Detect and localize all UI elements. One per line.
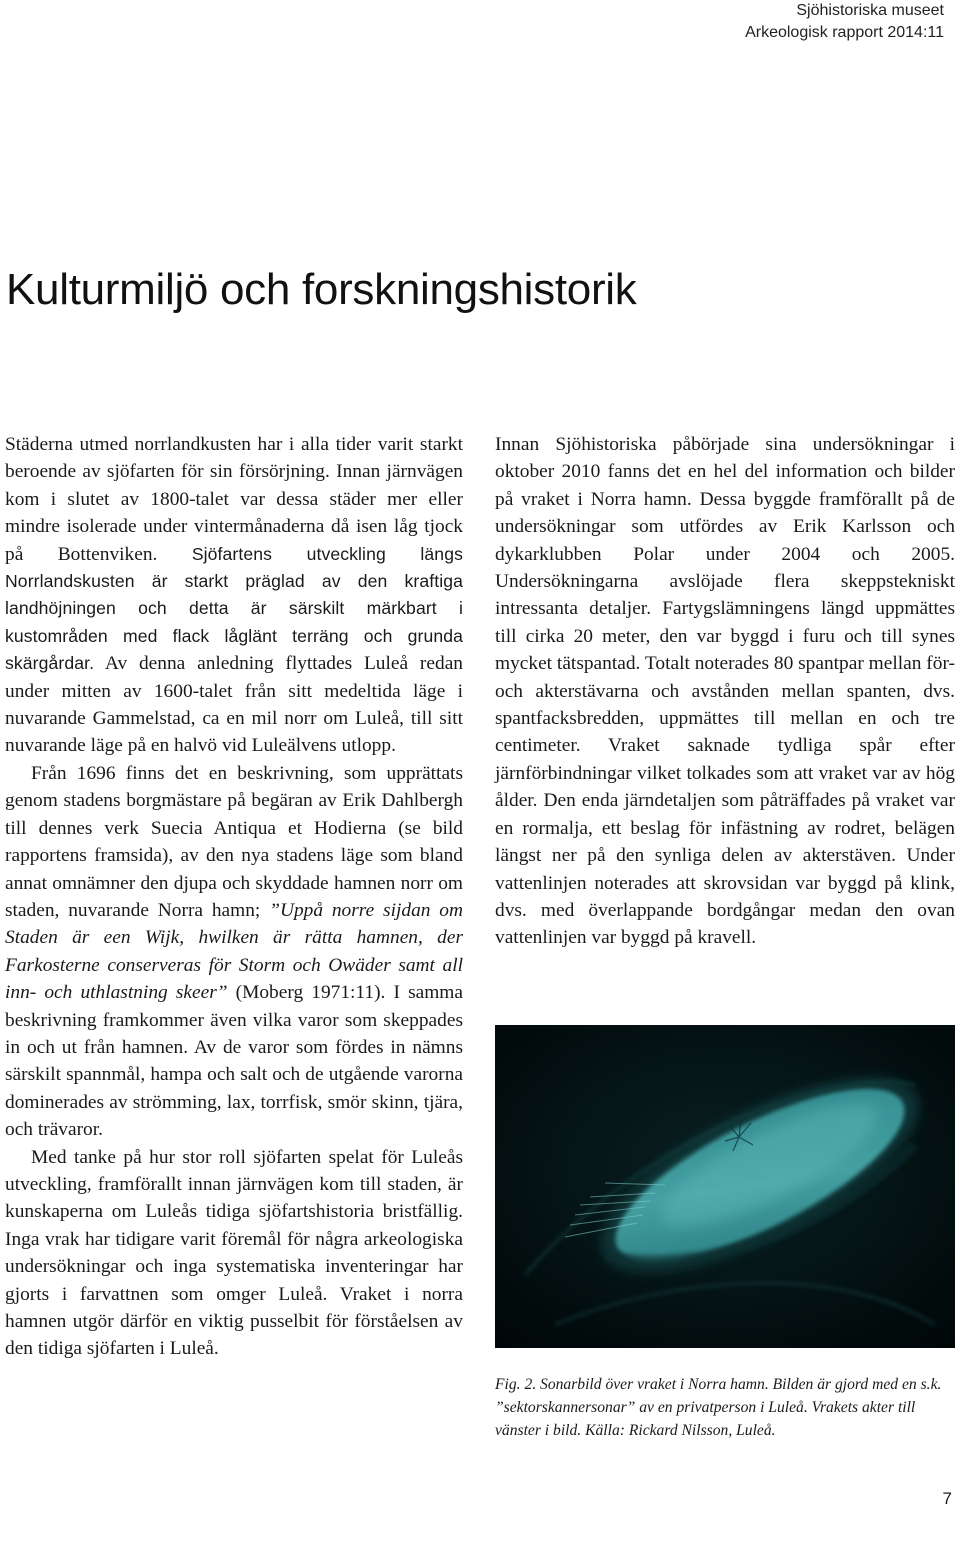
page-header [745,0,944,44]
sonar-wreck-graphic [495,1025,955,1348]
page-title: Kulturmiljö och forskningshistorik [6,265,637,314]
paragraph-1-end: Av denna anledning flyttades Luleå redan under mitten av 1600-talet från sitt medeltida läge i nuvarande Gammelstad, ca en mil norr om Luleå, till sitt nuvarande läge på en halvö vid Luleälvens utlopp. [5,653,463,757]
left-column [5,431,463,1363]
page-number: 7 [942,1489,952,1508]
museum-name: Sjöhistoriska museet [796,2,944,19]
paragraph-2-end: (Moberg 1971:11). I samma beskrivning framkommer även vilka varor som skeppades in och ut från hamnen. Av de varor som fördes in nämns särskilt spannmål, hampa och salt och de utgående varorna dominerades av strömming, lax, torrfisk, smör skinn, tjära, och trävaror. [5,982,463,1141]
paragraph-1-sans: Sjöfartens utveckling längs Norrlandskusten är starkt präglad av den kraftiga landhöjningen och detta är särskilt märkbart i kustområden med flack låglänt terräng och grunda skärgårdar. [5,543,463,674]
paragraph-2 [5,760,463,1144]
paragraph-3: Med tanke på hur stor roll sjöfarten spelat för Luleås utveckling, framförallt innan järnvägen kom till staden, är kunskaperna om Luleås tidiga sjöfartshistoria bristfällig. Inga vrak har tidigare varit föremål för några arkeologiska undersökningar och inga systematiska inventeringar har gjorts i farvattnen som omger Luleå. Vraket i norra hamnen utgör därför en viktig pusselbit för förståelsen av den tidiga sjöfarten i Luleå. [5,1146,463,1360]
figure-caption: Fig. 2. Sonarbild över vraket i Norra hamn. Bilden är gjord med en s.k. ”sektorskannersonar” av en privatperson i Luleå. Vrakets akter till vänster i bild. Källa: Rickard Nilsson, Luleå. [495,1376,942,1439]
right-column [495,431,955,952]
sonar-image [495,1025,955,1348]
paragraph-1 [5,431,463,760]
paragraph-1-intro: Städerna utmed norrlandkusten har i alla tider varit starkt beroende av sjöfarten för sin försörjning. Innan järnvägen kom i slutet av 1800-talet var dessa städer mer eller mindre isolerade under vintermånaderna då isen låg tjock på Bottenviken. [5,434,463,565]
report-id: Arkeologisk rapport 2014:11 [745,24,944,41]
right-paragraph: Innan Sjöhistoriska påbörjade sina undersökningar i oktober 2010 fanns det en hel del information och bilder på vraket i Norra hamn. Dessa byggde framförallt på de undersökningar som utfördes av Erik Karlsson och dykarklubben Polar under 2004 och 2005. Undersökningarna avslöjade flera skeppstekniskt intressanta detaljer. Fartygslämningens längd uppmättes till cirka 20 meter, den var byggd i furu och till synes mycket tätspantad. Totalt noterades 80 spantpar mellan för- och akterstävarna och avstånden mellan spanten, dvs. spantfacksbredden, uppmättes till mellan en och tre centimeter. Vraket saknade tydliga spår efter järnförbindningar vilket tolkades som att vraket var av hög ålder. Den enda järndetaljen som påträffades på vraket var en rormalja, ett beslag för infästning av rodret, belägen längst ner på den synliga delen av akterstäven. Under vattenlinjen noterades att skrovsidan var byggd på klink, dvs. med överlappande bordgångar medan den ovan vattenlinjen var byggd på kravell. [495,434,955,949]
paragraph-2-intro: Från 1696 finns det en beskrivning, som upprättats genom stadens borgmästare på begäran av Erik Dahlbergh till dennes verk Suecia Antiqua et Hodierna (se bild rapportens framsida), av den nya stadens läge som bland annat omnämner den djupa och skyddade hamnen norr om staden, nuvarande Norra hamn; [5,762,463,921]
historical-quote: ”Uppå norre sijdan om Staden är een Wijk, hwilken är rätta hamnen, der Farkosterne conserveras för Storm och Owäder samt all inn- och uthlastning skeer” [5,899,463,1004]
